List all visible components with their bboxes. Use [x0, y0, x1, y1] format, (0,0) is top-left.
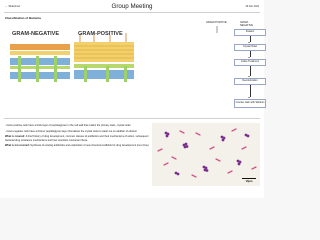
flow-col-negative: GRAM-NEGATIVE [240, 21, 253, 27]
note-not-covered [5, 144, 155, 147]
covered-text: A brief history of drug development, common classes of antibiotics and their mechanisms of action, subsequent bacterial drug resistance mechanisms and how scientists counteract these. [5, 135, 149, 142]
flow-step-fixation: Fixation [234, 29, 266, 36]
flow-step-safranin: Counter stain with Safranin [234, 99, 266, 108]
flow-arrow [250, 36, 251, 42]
note-gram-negative: - Gram-negative cells have a thinner peptidoglycan layer that allows the crystal violet to wash out on addition of ethanol [5, 129, 137, 133]
flow-col-positive: GRAM-POSITIVE [206, 21, 227, 24]
gram-stain-micrograph [152, 123, 260, 186]
scale-bar [242, 178, 256, 183]
not-covered-text: Synthesis of existing antibiotics and exploration of new chemical scaffolds for drug development (next time) [29, 144, 149, 148]
not-covered-label: What is not covered: [5, 144, 30, 148]
section-title: Classification of Bacteria [5, 16, 41, 20]
flow-arrow [250, 85, 251, 97]
back-to-slideshow-link[interactable]: ← Slideshow [5, 4, 21, 8]
flow-arrow [250, 51, 251, 57]
micrograph-image [152, 123, 260, 186]
flow-arrow-start [212, 26, 222, 34]
covered-label: What is covered: [5, 135, 26, 139]
slide-notes [5, 124, 155, 150]
gram-positive-label: GRAM-POSITIVE [78, 31, 123, 37]
flow-step-crystal-violet: Crystal Violet [234, 44, 266, 51]
flow-arrow [250, 66, 251, 76]
note-gram-positive: - Gram-positive cells have a thick layer of peptidoglycan in the cell wall that retains the primary stain, crystal violet [5, 124, 131, 127]
page-title: Group Meeting [111, 3, 153, 10]
note-covered [5, 135, 155, 141]
gram-negative-label: GRAM-NEGATIVE [12, 31, 60, 37]
cell-wall-diagram [8, 26, 136, 96]
flow-step-iodine: Iodine Treatment [234, 59, 266, 66]
gram-stain-flowchart [140, 18, 265, 114]
flow-step-decolorization: Decolorization [234, 78, 266, 85]
gram-negative-wall [10, 44, 70, 82]
meeting-date: 09 Feb 2024 [245, 4, 259, 8]
scale-bar-label: 10μm [245, 180, 253, 183]
